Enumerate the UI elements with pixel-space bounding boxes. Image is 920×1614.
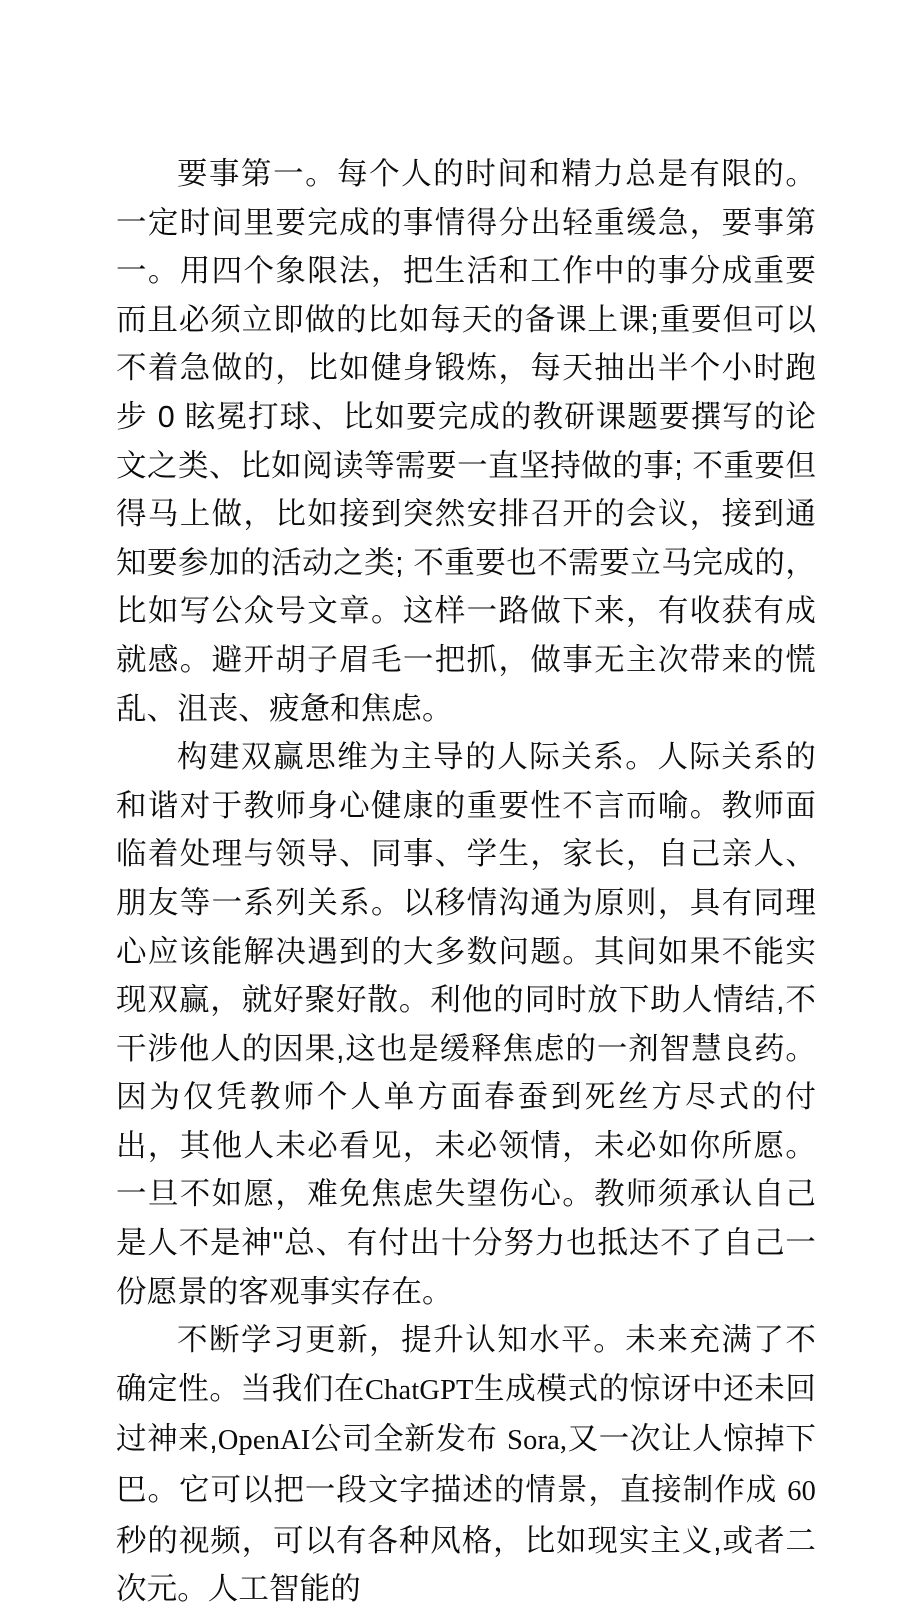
p3-seg-6: 又一次让人惊掉下巴。它可以把一段文字描述的情景，直接制作成 [116,1422,816,1508]
p3-seg-0: 不断学习更新，提升认知水平。未来充满了不确定性。当我们在 [116,1323,816,1406]
paragraph-1: 要事第一。每个人的时间和精力总是有限的。一定时间里要完成的事情得分出轻重缓急，要事第一。用四个象限法，把生活和工作中的事分成重要而且必须立即做的比如每天的备课上课;重要但可以不着急做的，比如健身锻炼，每天抽出半个小时跑步 0 眩冕打球、比如要完成的教研课题要撰写的论文之类、比如阅读等需要一直坚持做的事; 不重要但得马上做，比如接到突然安排召开的会议，接到通知要参加的活动之类; 不重要也不需要立马完成的，比如写公众号文章。这样一路做下来，有收获有成就感。避开胡子眉毛一把抓，做事无主次带来的慌乱、沮丧、疲惫和焦虑。 [116,157,816,726]
p3-seg-openai: OpenAI [217,1425,311,1457]
p3-seg-chatgpt: ChatGPT [365,1374,474,1406]
p3-seg-sixty: 60 [787,1476,816,1508]
p3-seg-sora: Sora, [507,1425,568,1457]
p3-seg-4: 公司全新发布 [310,1422,508,1457]
document-text-body [116,150,816,1614]
paragraph-3 [116,1316,816,1614]
paragraph-2: 构建双赢思维为主导的人际关系。人际关系的和谐对于教师身心健康的重要性不言而喻。教师面临着处理与领导、同事、学生，家长，自己亲人、朋友等一系列关系。以移情沟通为原则，具有同理心应该能解决遇到的大多数问题。其间如果不能实现双赢，就好聚好散。利他的同时放下助人情结,不干涉他人的因果,这也是缓释焦虑的一剂智慧良药。因为仅凭教师个人单方面春蚕到死丝方尽式的付出，其他人未必看见，未必领情，未必如你所愿。一旦不如愿，难免焦虑失望伤心。教师须承认自己是人不是神"总、有付出十分努力也抵达不了自己一份愿景的客观事实存在。 [116,740,816,1309]
p3-seg-8: 秒的视频，可以有各种风格，比如现实主义,或者二次元。人工智能的 [116,1523,816,1607]
p3-seg-2: 生成模式的惊讶中还未回过神来, [116,1371,816,1457]
